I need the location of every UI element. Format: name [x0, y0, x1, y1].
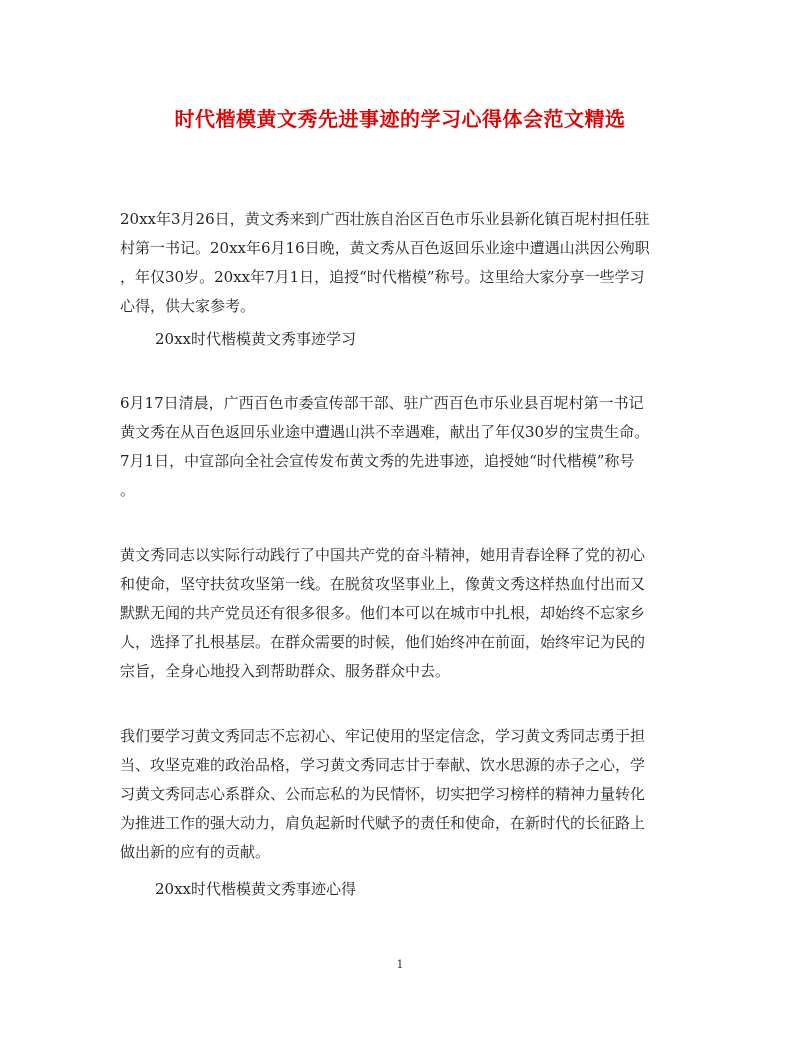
intro-paragraph: 20xx年3月26日，黄文秀来到广西壮族自治区百色市乐业县新化镇百坭村担任驻 村第一书记。20xx年6月16日晚，黄文秀从百色返回乐业途中遭遇山洪因公殉职 ，年仅30岁。20xx年7月1日，追授“时代楷模”称号。这里给大家分享一些学习 心得，供大家参考。: [120, 210, 650, 315]
paragraph-learning: 我们要学习黄文秀同志不忘初心、牢记使用的坚定信念，学习黄文秀同志勇于担 当、攻坚克难的政治品格，学习黄文秀同志甘于奉献、饮水思源的赤子之心，学 习黄文秀同志心系群众、公而忘私的为民情怀，切实把学习榜样的精神力量转化 为推进工作的强大动力，肩负起新时代赋予的责任和使命，在新时代的长征路上 做出新的应有的贡献。: [120, 727, 646, 861]
section-heading-study: 20xx时代楷模黄文秀事迹学习: [155, 330, 357, 348]
paragraph-event: 6月17日清晨，广西百色市委宣传部干部、驻广西百色市乐业县百坭村第一书记 黄文秀在从百色返回乐业途中遭遇山洪不幸遇难，献出了年仅30岁的宝贵生命。 7月1日，中宣部向全社会宣传发布黄文秀的先进事迹，追授她“时代楷模”称号 。: [120, 394, 650, 499]
document-title: 时代楷模黄文秀先进事迹的学习心得体会范文精选: [174, 107, 626, 131]
paragraph-spirit: 黄文秀同志以实际行动践行了中国共产党的奋斗精神，她用青春诠释了党的初心 和使命，坚守扶贫攻坚第一线。在脱贫攻坚事业上，像黄文秀这样热血付出而又 默默无闻的共产党员还有很多很多。他们本可以在城市中扎根，却始终不忘家乡 人，选择了扎根基层。在群众需要的时候，他们始终冲在前面，始终牢记为民的 宗旨，全身心地投入到帮助群众、服务群众中去。: [120, 546, 646, 680]
section-heading-reflection: 20xx时代楷模黄文秀事迹心得: [155, 880, 357, 898]
page-number: 1: [396, 958, 404, 971]
